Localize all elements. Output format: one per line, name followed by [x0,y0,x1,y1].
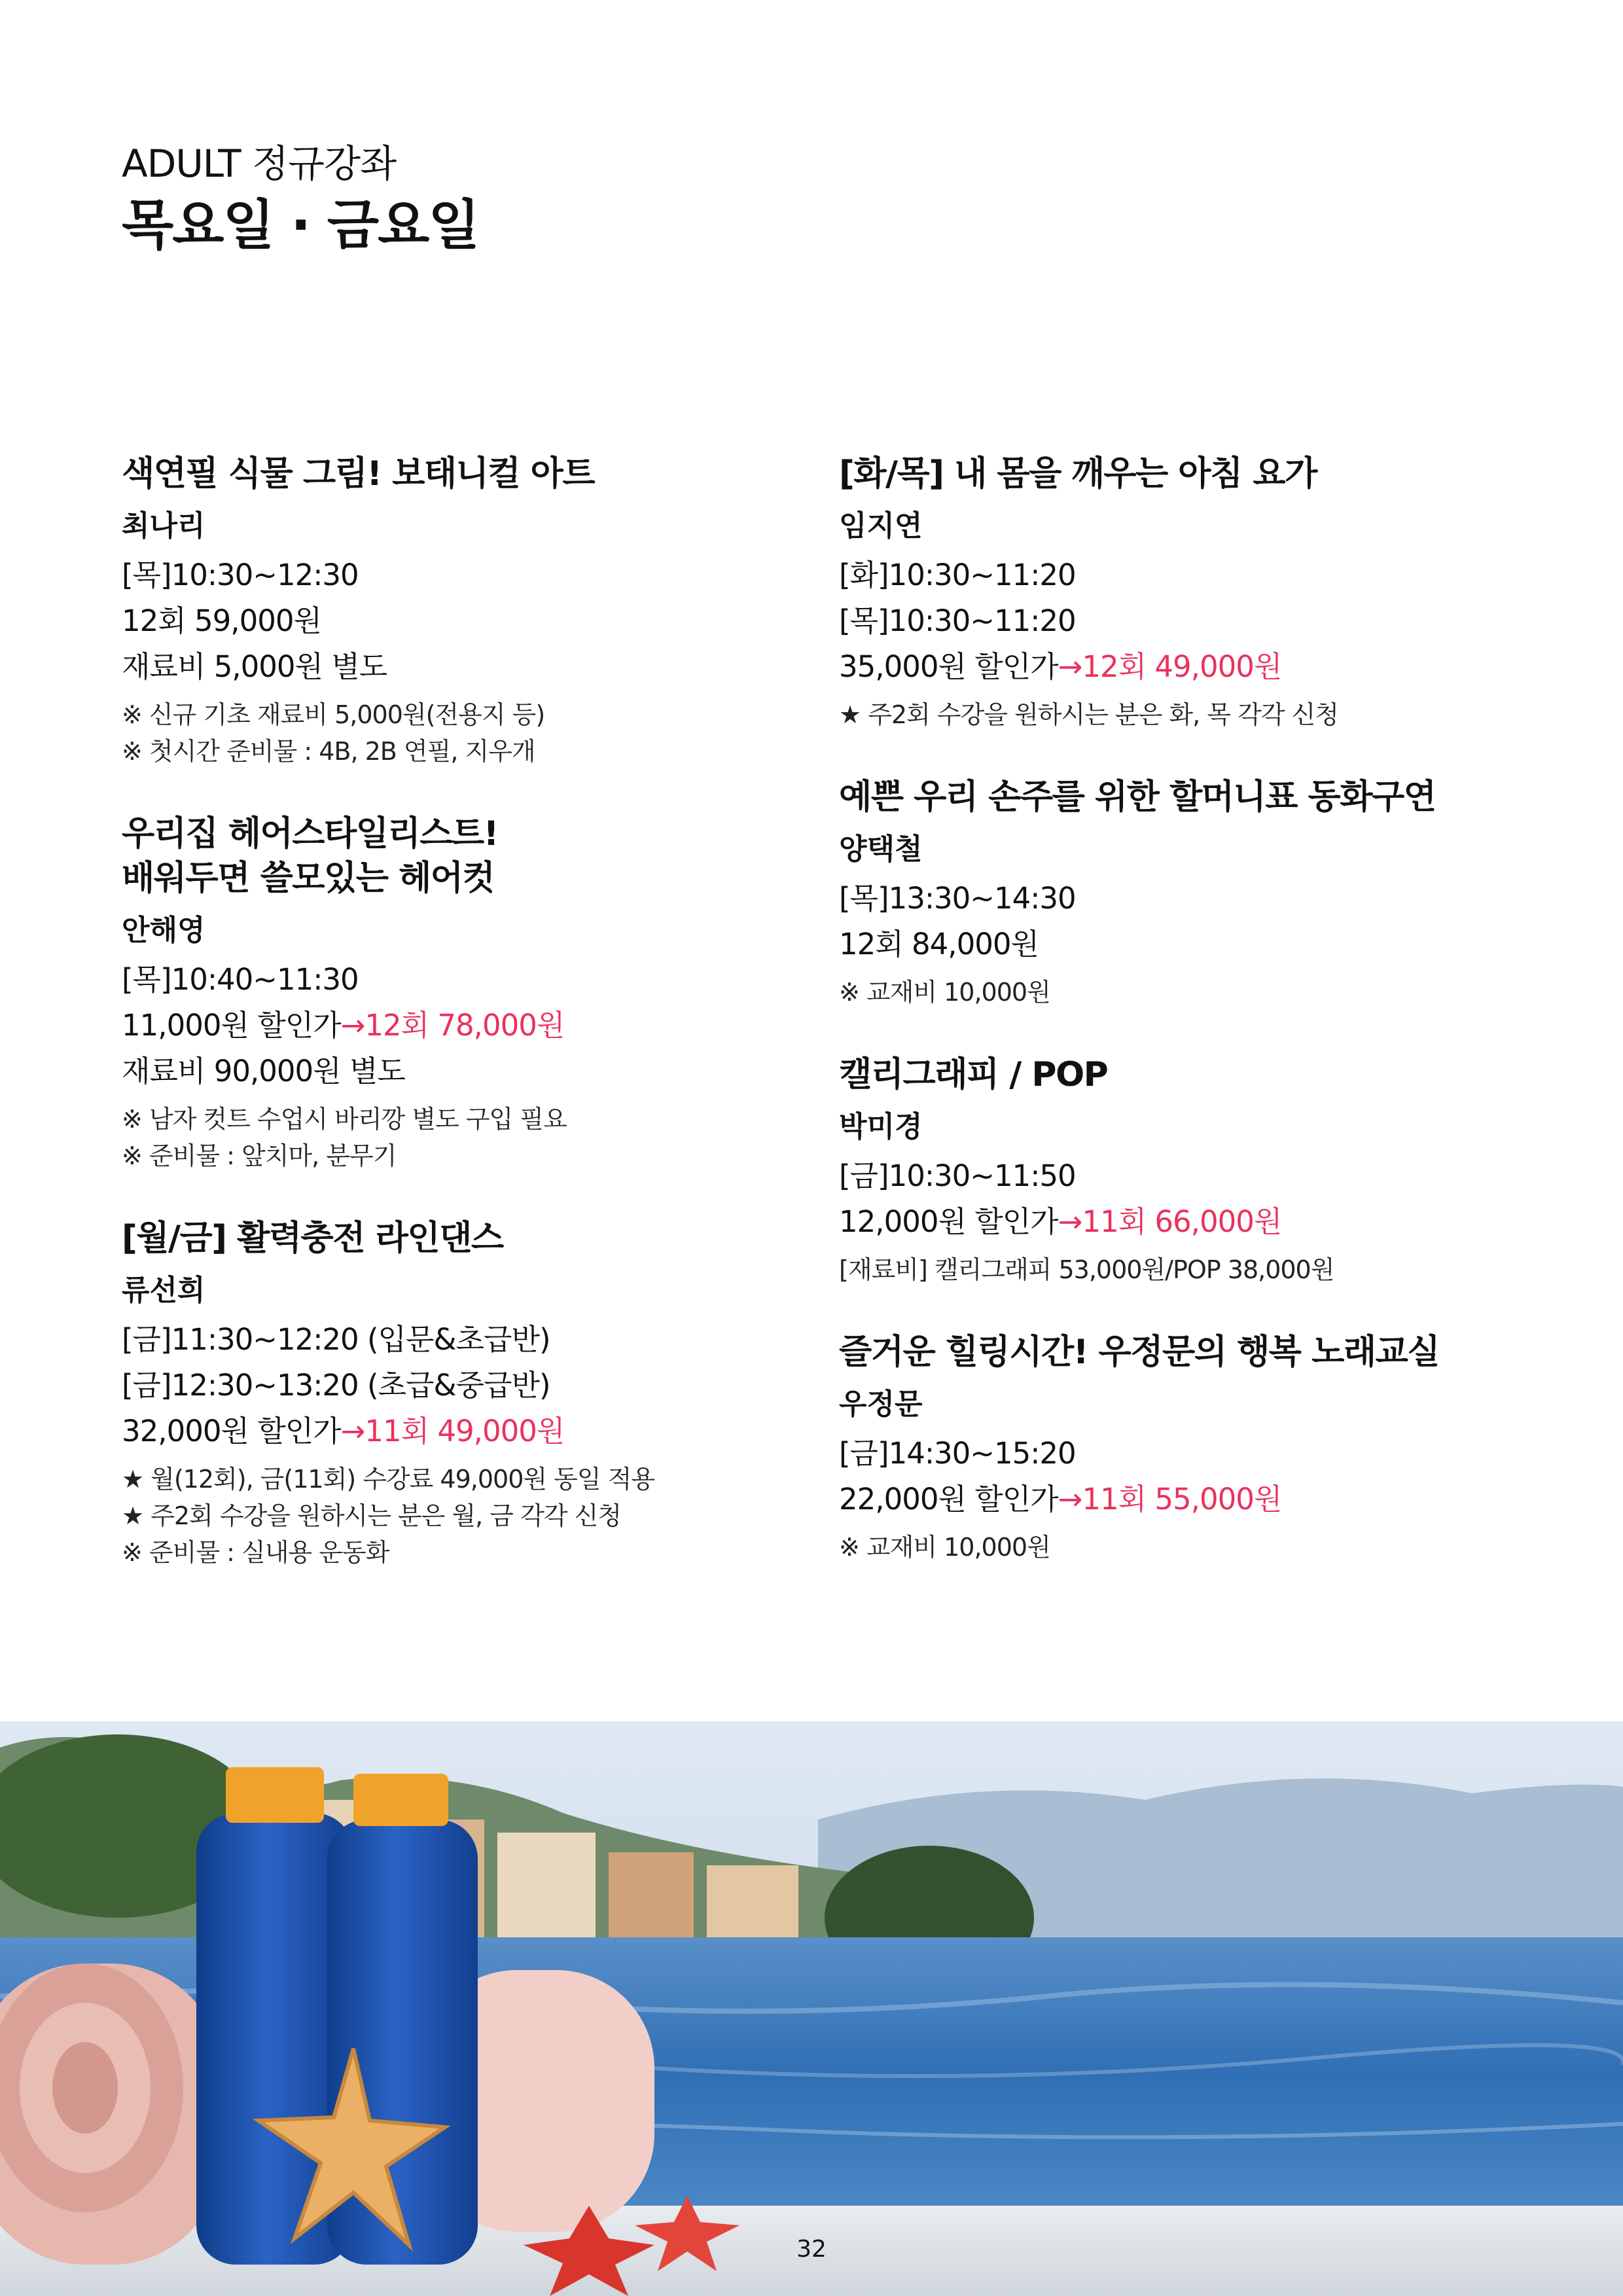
note-line: [재료비] 캘리그래피 53,000원/POP 38,000원 [839,1255,1334,1284]
schedule-line: [화]10:30~11:20 [839,558,1076,592]
note-line: ※ 첫시간 준비물 : 4B, 2B 연필, 지우개 [122,737,535,766]
note-line: ※ 교재비 10,000원 [839,1533,1050,1562]
page-title: 목요일 · 금요일 [122,194,479,257]
discounted-price: →11회 49,000원 [340,1414,565,1448]
header-subtitle: ADULT 정규강좌 [122,141,397,186]
note-line: ※ 신규 기초 재료비 5,000원(전용지 등) [122,700,545,729]
instructor-name: 최나리 [122,509,205,543]
note-line: ※ 교재비 10,000원 [839,978,1050,1007]
discounted-price: →11회 55,000원 [1058,1482,1282,1516]
discounted-price: →12회 49,000원 [1058,649,1282,684]
course-calligraphy [839,1052,1493,1288]
schedule-line: [목]10:40~11:30 [122,962,359,997]
price-line [839,1199,1493,1245]
instructor-name: 우정문 [839,1388,923,1421]
schedule-line: [목]10:30~11:20 [839,603,1076,638]
notes [122,1101,776,1174]
discounted-price: →11회 66,000원 [1058,1204,1282,1239]
course-title: 예쁜 우리 손주를 위한 할머니표 동화구연 [839,778,1436,817]
price-line [122,1003,776,1049]
beach-illustration [0,1721,1623,2296]
course-title-line: 우리집 헤어스타일리스트! [122,814,498,853]
page-header [122,137,479,262]
instructor-name: 류선희 [122,1274,205,1307]
discount-text: 12,000원 할인가 [839,1204,1058,1239]
discount-text: 32,000원 할인가 [122,1414,341,1448]
course-line-dance [122,1216,776,1571]
schedule-line: [금]14:30~15:20 [839,1436,1076,1471]
discount-text: 22,000원 할인가 [839,1482,1058,1516]
note-line: ※ 준비물 : 실내용 운동화 [122,1538,389,1567]
course-storytelling [839,775,1493,1011]
notes [839,974,1493,1011]
course-title: [월/금] 활력충전 라인댄스 [122,1219,503,1258]
course-botanical-art [122,452,776,770]
note-line: ★ 주2회 수강을 원하시는 분은 월, 금 각각 신청 [122,1501,621,1530]
course-title: 색연필 식물 그림! 보태니컬 아트 [122,454,595,493]
notes [839,696,1493,733]
notes [839,1529,1493,1566]
notes [122,1461,776,1571]
instructor-name: 양택철 [839,833,923,866]
discounted-price: →12회 78,000원 [340,1008,565,1043]
course-morning-yoga [839,452,1493,733]
notes [122,696,776,770]
course-title: 캘리그래피 / POP [839,1055,1108,1094]
note-line: ★ 주2회 수강을 원하시는 분은 화, 목 각각 신청 [839,700,1338,729]
course-title [122,812,776,901]
schedule-line: [목]13:30~14:30 [839,881,1076,916]
course-title: [화/목] 내 몸을 깨우는 아침 요가 [839,454,1317,493]
price-line [122,1408,776,1454]
discount-text: 35,000원 할인가 [839,649,1058,684]
right-column [839,452,1493,1607]
instructor-name: 박미경 [839,1110,923,1143]
page-number: 32 [796,2236,827,2263]
price-line [839,644,1493,690]
fee-line: 12회 59,000원 [122,603,321,638]
discount-text: 11,000원 할인가 [122,1008,341,1043]
beach-photo [0,1721,1623,2296]
instructor-name: 임지연 [839,509,923,543]
schedule-line: [금]10:30~11:50 [839,1158,1076,1193]
notes [839,1251,1493,1288]
note-line: ★ 월(12회), 금(11회) 수강료 49,000원 동일 적용 [122,1465,655,1494]
schedule-line: [금]11:30~12:20 (입문&초급반) [122,1322,550,1357]
note-line: ※ 남자 컷트 수업시 바리깡 별도 구입 필요 [122,1105,567,1134]
course-singing [839,1330,1493,1566]
material-fee-line: 재료비 5,000원 별도 [122,649,387,684]
left-column [122,452,776,1613]
schedule-line: [금]12:30~13:20 (초급&중급반) [122,1368,550,1403]
instructor-name: 안해영 [122,914,205,947]
fee-line: 12회 84,000원 [839,927,1039,961]
course-title-line: 배워두면 쓸모있는 헤어컷 [122,859,495,898]
note-line: ※ 준비물 : 앞치마, 분무기 [122,1141,397,1170]
schedule-line: [목]10:30~12:30 [122,558,359,592]
material-fee-line: 재료비 90,000원 별도 [122,1054,405,1088]
course-title: 즐거운 힐링시간! 우정문의 행복 노래교실 [839,1333,1440,1372]
course-haircut [122,812,776,1174]
price-line [839,1477,1493,1522]
